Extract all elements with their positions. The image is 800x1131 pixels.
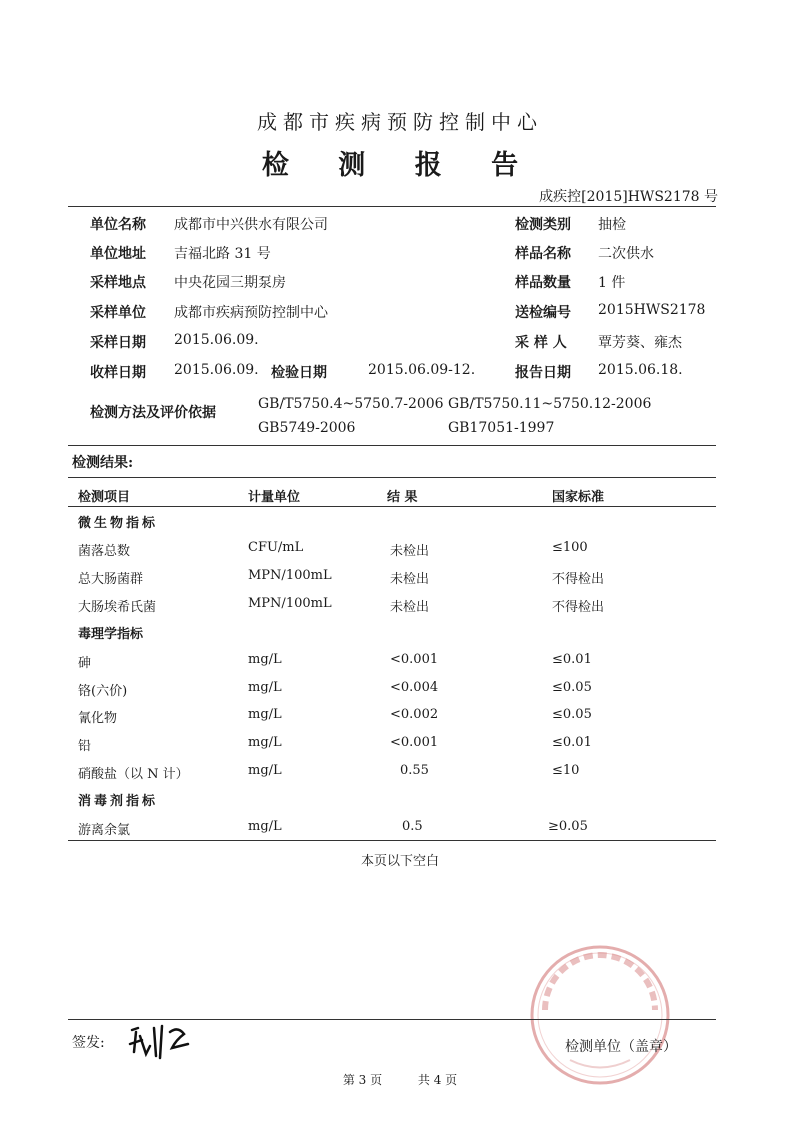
row-item: 大肠埃希氏菌 [78,600,157,615]
row-unit: mg/L [248,735,282,750]
row-item: 氰化物 [78,711,118,726]
sampling-site-value: 中央花园三期泵房 [174,275,286,291]
sign-label: 签发: [72,1035,105,1051]
row-unit: mg/L [248,680,282,695]
row-item: 铅 [78,739,92,754]
row-standard: 不得检出 [552,572,605,587]
table-row [0,652,800,676]
row-standard: ≤0.05 [552,680,592,695]
end-note: 本页以下空白 [360,854,439,869]
row-result: 未检出 [390,544,430,559]
table-row [0,568,800,592]
sample-name-label: 样品名称 [515,246,571,262]
row-unit: mg/L [248,819,282,834]
table-row [0,735,800,759]
info-divider [68,445,716,446]
unit-address-value: 吉福北路 31 号 [174,246,271,262]
table-row [0,540,800,564]
test-date-label: 检验日期 [271,365,327,381]
unit-address-label: 单位地址 [90,246,146,262]
row-result: <0.004 [390,680,439,695]
sampling-unit-label: 采样单位 [90,305,146,321]
col-header-item: 检测项目 [78,490,131,505]
test-date-value: 2015.06.09-12. [368,362,476,378]
submission-no-label: 送检编号 [515,305,571,321]
col-header-result: 结 果 [387,490,418,505]
row-unit: MPN/100mL [248,568,332,583]
total-pages: 共 4 页 [417,1073,458,1087]
sample-qty-label: 样品数量 [515,275,571,291]
table-header-rule [68,506,716,507]
row-item: 游离余氯 [78,823,131,838]
test-type-value: 抽检 [598,217,626,233]
row-standard: ≤0.01 [552,735,592,750]
sampling-date-label: 采样日期 [90,335,146,351]
row-unit: mg/L [248,707,282,722]
current-page: 第 3 页 [342,1073,383,1087]
table-row [0,763,800,787]
unit-name-value: 成都市中兴供水有限公司 [174,217,328,233]
sampling-unit-value: 成都市疾病预防控制中心 [174,305,328,321]
report-date-value: 2015.06.18. [598,362,683,378]
method-1: GB/T5750.4~5750.7-2006 [258,396,444,412]
category-toxic: 毒理学指标 [78,627,144,642]
category-micro: 微生物指标 [78,516,159,531]
organization-name: 成都市疾病预防控制中心 [257,110,543,134]
submission-no-value: 2015HWS2178 [598,302,706,318]
report-title: 检 测 报 告 [261,150,539,181]
row-result: 未检出 [390,600,430,615]
row-result: 0.55 [400,763,429,778]
unit-seal-label: 检测单位（盖章） [565,1039,677,1055]
row-item: 硝酸盐（以 N 计） [78,767,189,782]
col-header-standard: 国家标准 [552,490,605,505]
report-date-label: 报告日期 [515,365,571,381]
row-standard: 不得检出 [552,600,605,615]
col-header-unit: 计量单位 [248,490,301,505]
document-number: 成疾控[2015]HWS2178 号 [539,189,718,205]
row-standard: ≤10 [552,763,580,778]
row-result: <0.002 [390,707,439,722]
table-bottom-rule [68,840,716,841]
footer-rule [68,1019,716,1020]
row-standard: ≤0.05 [552,707,592,722]
row-standard: ≥0.05 [548,819,588,834]
results-top-rule [68,477,716,478]
row-item: 总大肠菌群 [78,572,144,587]
header-divider [68,206,716,207]
method-3: GB5749-2006 [258,420,356,436]
row-item: 砷 [78,656,92,671]
row-unit: mg/L [248,763,282,778]
sampler-label: 采 样 人 [515,335,567,351]
row-item: 铬(六价) [78,684,128,699]
method-4: GB17051-1997 [448,420,555,436]
row-standard: ≤0.01 [552,652,592,667]
table-row [0,707,800,731]
row-result: <0.001 [390,652,439,667]
sampler-value: 覃芳葵、雍杰 [598,335,682,351]
row-item: 菌落总数 [78,544,131,559]
table-row [0,596,800,620]
method-2: GB/T5750.11~5750.12-2006 [448,396,652,412]
sample-name-value: 二次供水 [598,246,654,262]
row-result: 未检出 [390,572,430,587]
row-result: 0.5 [402,819,423,834]
test-type-label: 检测类别 [515,217,571,233]
row-result: <0.001 [390,735,439,750]
row-unit: MPN/100mL [248,596,332,611]
row-standard: ≤100 [552,540,588,555]
receive-date-label: 收样日期 [90,365,146,381]
results-section-label: 检测结果: [72,455,134,471]
handwritten-signature [128,1022,198,1066]
row-unit: mg/L [248,652,282,667]
category-disinfect: 消毒剂指标 [78,794,159,809]
table-row [0,680,800,704]
sampling-site-label: 采样地点 [90,275,146,291]
sample-qty-value: 1 件 [598,275,626,291]
row-unit: CFU/mL [248,540,304,555]
unit-name-label: 单位名称 [90,217,146,233]
receive-date-value: 2015.06.09. [174,362,259,378]
methods-label: 检测方法及评价依据 [90,405,216,421]
page-number [0,1071,800,1088]
sampling-date-value: 2015.06.09. [174,332,259,348]
